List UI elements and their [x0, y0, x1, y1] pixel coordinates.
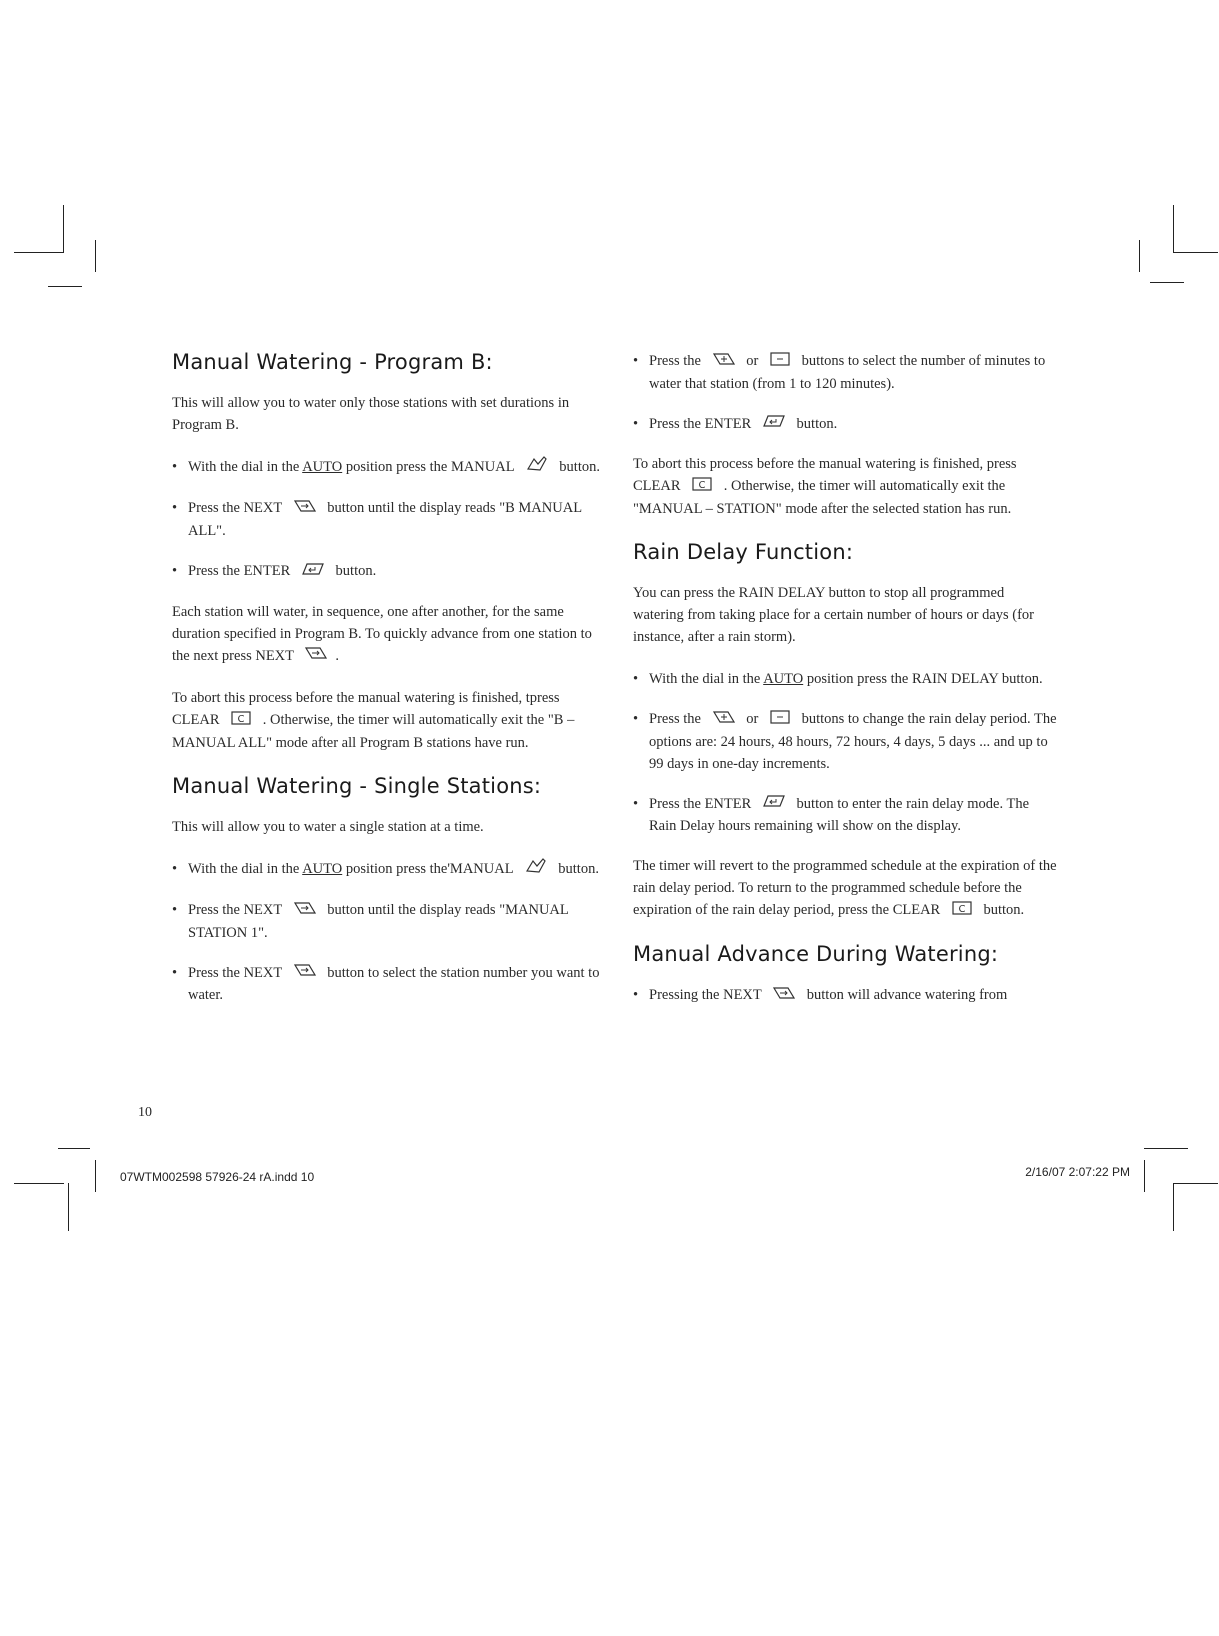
crop-mark	[1144, 1148, 1188, 1149]
next-button-icon	[305, 645, 327, 667]
list-item: • Pressing the NEXT button will advance watering from	[633, 984, 1058, 1007]
footer-timestamp: 2/16/07 2:07:22 PM	[1025, 1165, 1130, 1179]
next-button-icon	[294, 498, 316, 520]
minus-button-icon	[770, 351, 790, 373]
crop-mark	[14, 1183, 64, 1184]
page-number: 10	[138, 1105, 152, 1120]
list-item: • Press the ENTER button to enter the rain delay mode. The Rain Delay hours remaining will show on the display.	[633, 793, 1058, 838]
svg-text:C: C	[958, 904, 966, 916]
crop-mark	[1150, 282, 1184, 283]
list-item: • Press the or buttons to select the number of minutes to water that station (from 1 to 120 minutes).	[633, 350, 1058, 395]
intro-rain-delay: You can press the RAIN DELAY button to stop all programmed watering from taking place for a certain number of hours or days (for instance, after a rain storm).	[633, 585, 1035, 646]
section-program-b	[172, 350, 602, 754]
clear-button-icon	[952, 900, 972, 922]
crop-mark	[1173, 205, 1174, 253]
right-column	[633, 350, 1058, 1025]
crop-mark	[14, 252, 64, 253]
paragraph: To abort this process before the manual watering is finished, press CLEAR C . Otherwise, the timer will automatically exit the "MANUAL – STATION" mode after the selected station has run.	[633, 456, 1017, 518]
list-item: • With the dial in the AUTO position press the MANUAL button.	[172, 456, 602, 479]
list-item: • Press the or buttons to change the rain delay period. The options are: 24 hours, 48 hours, 72 hours, 4 days, 5 days ... and up to 99 days in one-day increments.	[633, 708, 1058, 775]
section-rain-delay	[633, 540, 1058, 922]
steps-rain-delay	[633, 668, 1058, 837]
intro-program-b: This will allow you to water only those stations with set durations in Program B.	[172, 395, 570, 433]
next-button-icon	[294, 900, 316, 922]
list-item: • Press the ENTER button.	[172, 560, 602, 583]
list-item: • With the dial in the AUTO position press the'MANUAL button.	[172, 858, 602, 881]
enter-button-icon	[763, 793, 785, 815]
steps-single-stations	[172, 858, 602, 1007]
intro-single-stations: This will allow you to water a single station at a time.	[172, 818, 484, 835]
steps-continued	[633, 350, 1058, 435]
paragraph: The timer will revert to the programmed schedule at the expiration of the rain delay period. To return to the programmed schedule before the expiration of the rain delay period, press the CLEAR C button.	[633, 855, 1058, 922]
crop-mark	[58, 1148, 90, 1149]
section-manual-advance	[633, 942, 1058, 1007]
crop-mark	[1173, 1183, 1218, 1184]
clear-button-icon	[231, 710, 251, 732]
next-button-icon	[294, 962, 316, 984]
heading-single-stations: Manual Watering - Single Stations:	[172, 773, 542, 798]
footer-file-name: 07WTM002598 57926-24 rA.indd 10	[120, 1170, 315, 1184]
crop-mark	[95, 1160, 96, 1192]
crop-mark	[1139, 240, 1140, 272]
heading-rain-delay: Rain Delay Function:	[633, 540, 854, 565]
crop-mark	[63, 205, 64, 253]
list-item: • With the dial in the AUTO position press the RAIN DELAY button.	[633, 668, 1058, 690]
paragraph: Each station will water, in sequence, one after another, for the same duration specified in Program B. To quickly advance from one station to the next press NEXT .	[172, 601, 602, 668]
heading-program-b: Manual Watering - Program B:	[172, 350, 493, 374]
enter-button-icon	[763, 413, 785, 435]
list-item: • Press the NEXT button until the display reads "B MANUAL ALL".	[172, 497, 602, 542]
plus-button-icon	[713, 709, 735, 731]
svg-text:C: C	[237, 713, 245, 725]
crop-mark	[1173, 252, 1218, 253]
plus-button-icon	[713, 351, 735, 373]
steps-manual-advance	[633, 984, 1058, 1007]
steps-program-b	[172, 456, 602, 583]
list-item: • Press the NEXT button until the display reads "MANUAL STATION 1".	[172, 899, 602, 944]
crop-mark	[48, 286, 82, 287]
list-item: • Press the NEXT button to select the station number you want to water.	[172, 962, 602, 1007]
manual-hand-icon	[526, 456, 548, 479]
crop-mark	[95, 240, 96, 272]
enter-button-icon	[302, 561, 324, 583]
svg-text:C: C	[698, 480, 706, 492]
crop-mark	[68, 1183, 69, 1231]
clear-button-icon	[692, 476, 712, 498]
crop-mark	[1144, 1160, 1145, 1192]
crop-mark	[1173, 1183, 1174, 1231]
next-button-icon	[773, 985, 795, 1007]
list-item: • Press the ENTER button.	[633, 413, 1058, 436]
paragraph: To abort this process before the manual watering is finished, tpress CLEAR C . Otherwise, the timer will automatically exit the "B – MANUAL ALL" mode after all Program B stations have run.	[172, 690, 575, 751]
left-column	[172, 350, 602, 1024]
minus-button-icon	[770, 709, 790, 731]
section-single-stations	[172, 774, 602, 1007]
heading-manual-advance: Manual Advance During Watering:	[633, 942, 999, 967]
manual-hand-icon	[525, 858, 547, 881]
